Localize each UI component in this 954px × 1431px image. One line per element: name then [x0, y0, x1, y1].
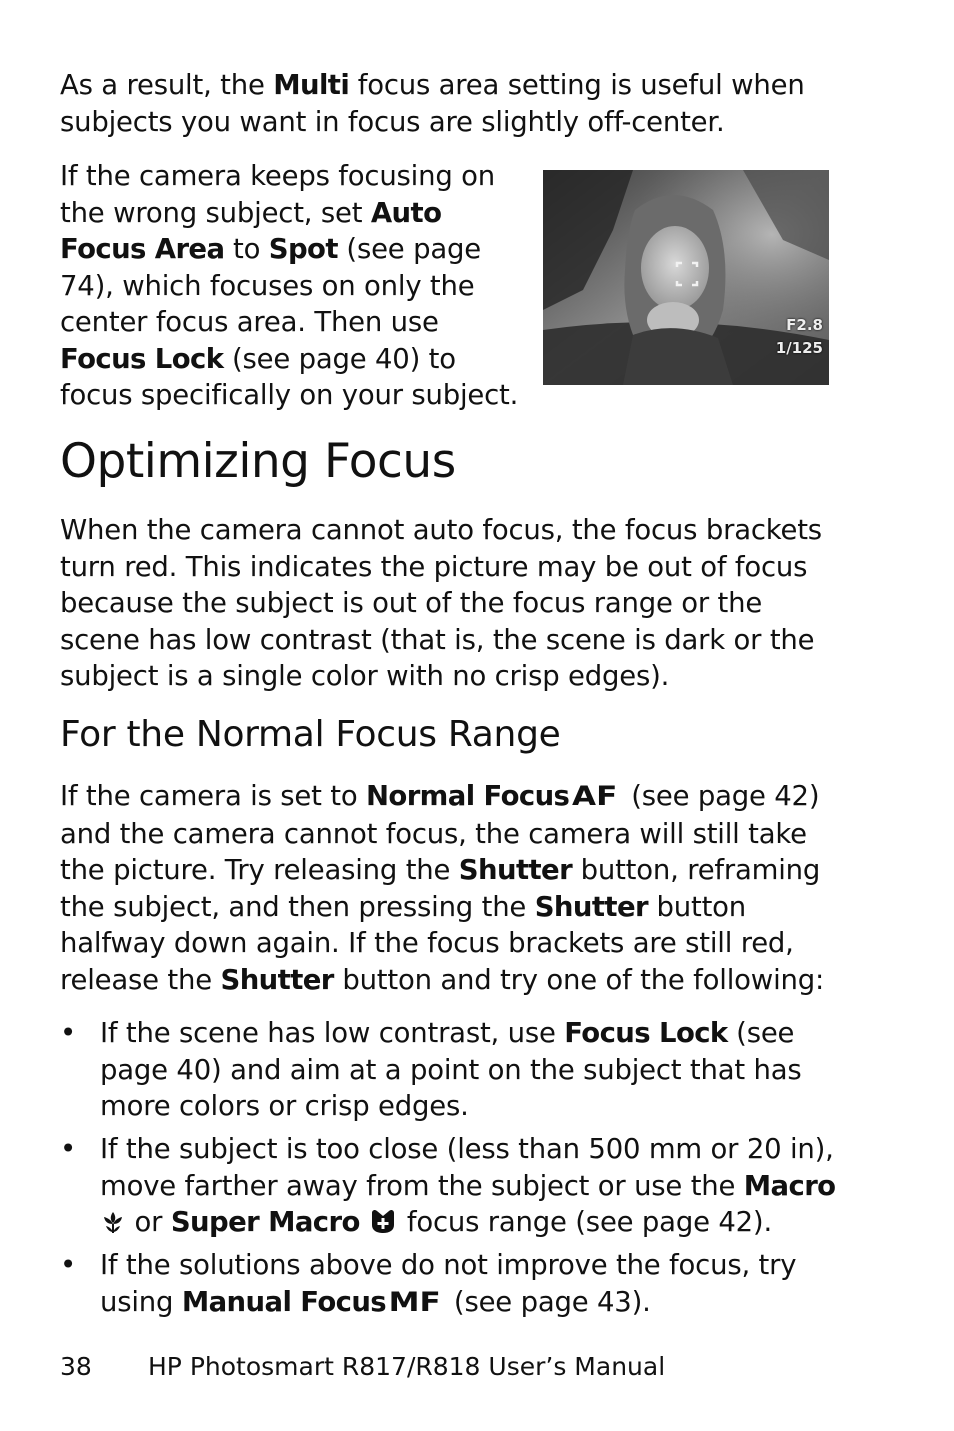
bullet-marker: • [60, 1133, 77, 1165]
bullet-marker: • [60, 1017, 77, 1049]
super-macro-flower-icon [368, 1207, 398, 1245]
list-item-text: If the scene has low contrast, use Focus Lock (see page 40) and aim at a point on the subject that has more colors or crisp edges. [100, 1017, 802, 1122]
shutter-speed-readout: 1/125 [775, 339, 823, 357]
list-item-text: If the solutions above do not improve the focus, try using Manual FocusMF (see page 43). [100, 1247, 840, 1321]
macro-flower-icon [100, 1208, 126, 1245]
page-footer [60, 1350, 665, 1384]
spot-focus-paragraph: If the camera keeps focusing on the wrong subject, set Auto Focus Area to Spot (see page 74), which focuses on only the center focus area. Then use Focus Lock (see page 40) to focus specifically on your subject. [60, 160, 519, 411]
bullet-marker: • [60, 1249, 77, 1281]
intro-paragraph: As a result, the Multi focus area setting is useful when subjects you want in focus are slightly off-center. [60, 69, 805, 138]
camera-preview-photo [543, 170, 829, 385]
list-item-text: If the subject is too close (less than 500 mm or 20 in), move farther away from the subject or use the Macro or Super Macro focus range (see page 42). [100, 1131, 840, 1245]
page-number: 38 [60, 1352, 92, 1381]
manual-page [60, 0, 840, 1431]
section-title: Optimizing Focus [60, 434, 456, 489]
autofocus-failure-paragraph: When the camera cannot auto focus, the focus brackets turn red. This indicates the picture may be out of focus because the subject is out of the focus range or the scene has low contrast (that is, the scene is dark or the subject is a single color with no crisp edges). [60, 514, 822, 692]
subsection-title: For the Normal Focus Range [60, 714, 561, 755]
autofocus-icon: AF [572, 781, 618, 812]
aperture-readout: F2.8 [786, 316, 823, 334]
manual-title: HP Photosmart R817/R818 User’s Manual [148, 1352, 666, 1381]
manual-focus-icon: MF [388, 1286, 441, 1318]
normal-focus-paragraph: If the camera is set to Normal Focus AF (see page 42) and the camera cannot focus, the camera will still take the picture. Try releasing the Shutter button, reframing the subject, and then pressing the Shutter button halfway down again. If the focus brackets are still red, release the Shutter button and try one of the following: [60, 780, 825, 996]
